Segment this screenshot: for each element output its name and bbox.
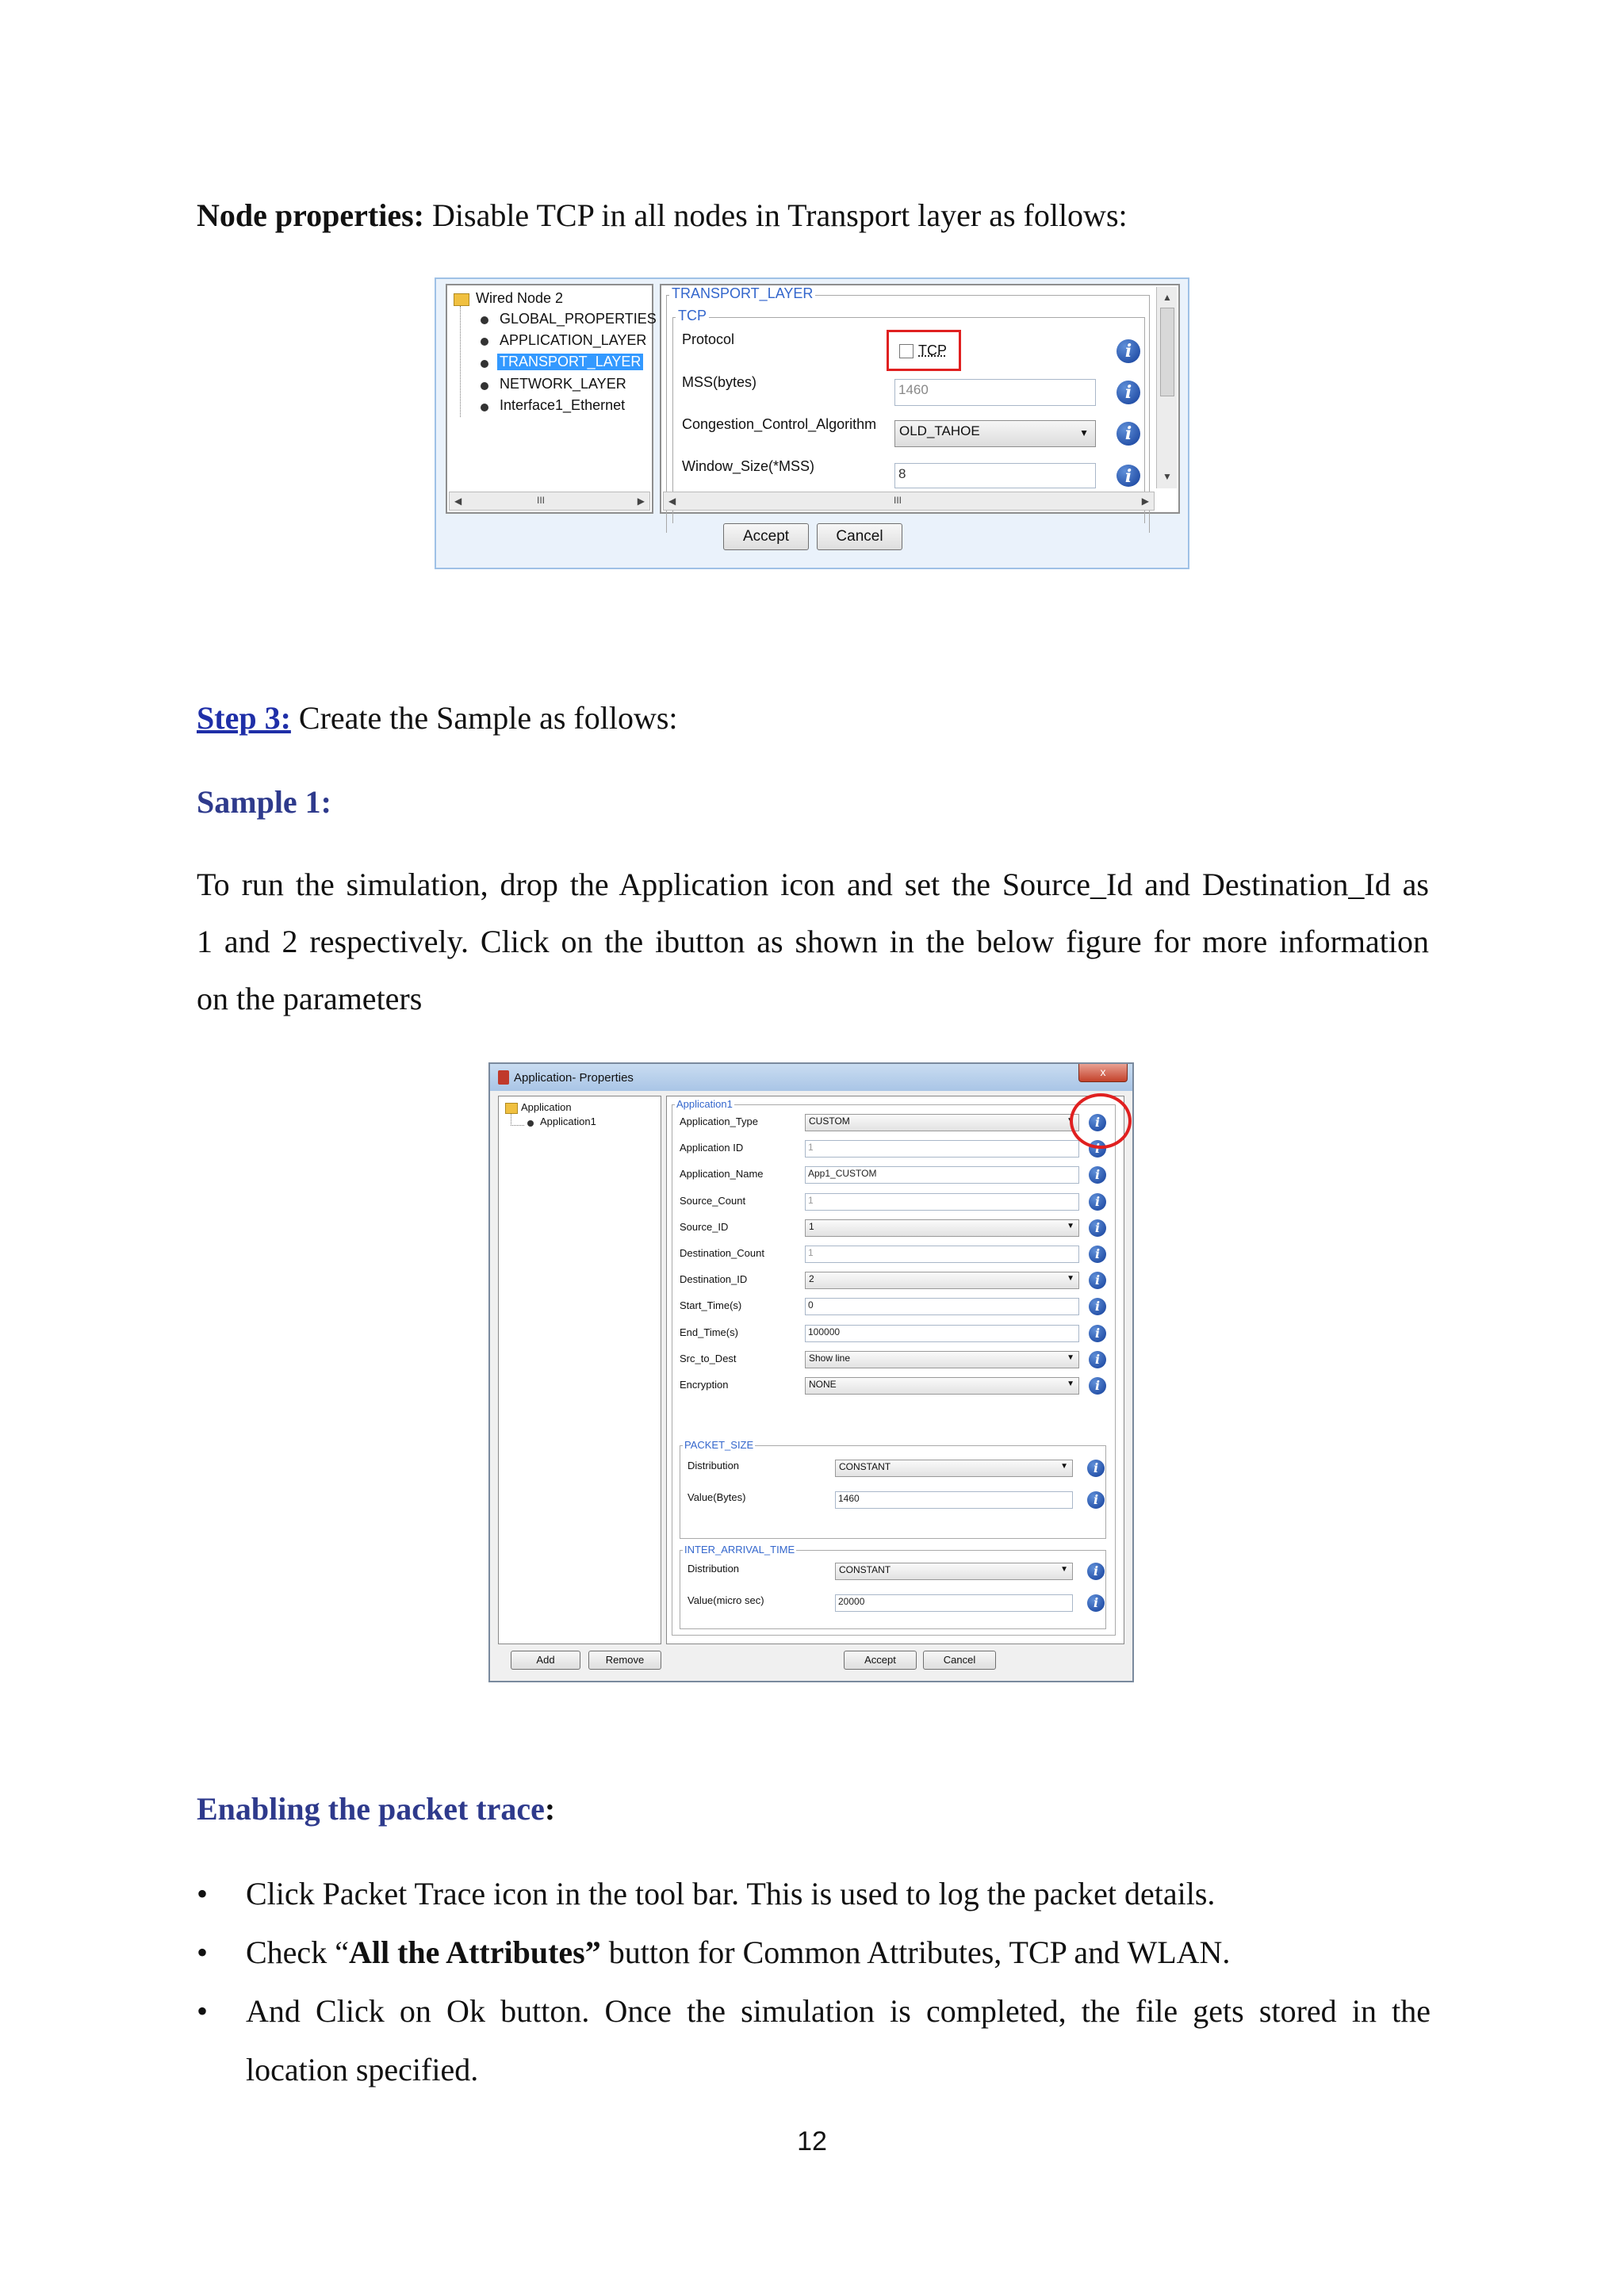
list-item xyxy=(197,1982,1431,2099)
sample1-heading: Sample 1: xyxy=(197,784,331,820)
packet-size-value-input[interactable]: 1460 xyxy=(835,1491,1073,1509)
bullet-text: Click Packet Trace icon in the tool bar. This is used to log the packet details. xyxy=(246,1876,1216,1911)
field-label: Application_Type xyxy=(680,1115,759,1127)
application-tree-panel xyxy=(498,1096,661,1644)
congestion-control-select[interactable] xyxy=(894,420,1096,447)
congestion-control-value: OLD_TAHOE xyxy=(899,423,980,438)
field-select[interactable] xyxy=(805,1219,1079,1237)
node-tree-panel xyxy=(446,284,657,514)
scroll-left-arrow[interactable]: ◀ xyxy=(454,496,462,507)
info-icon[interactable]: i xyxy=(1089,1193,1106,1211)
page-number: 12 xyxy=(797,2126,827,2156)
accept-button[interactable]: Accept xyxy=(844,1651,917,1670)
bullet-text-pre: Check “ xyxy=(246,1934,349,1970)
transport-layer-legend: TRANSPORT_LAYER xyxy=(669,285,815,302)
field-input[interactable]: 0 xyxy=(805,1298,1079,1315)
properties-horizontal-scrollbar[interactable] xyxy=(663,492,1155,511)
field-label: Src_to_Dest xyxy=(680,1353,737,1364)
cancel-button[interactable]: Cancel xyxy=(817,523,902,550)
application-properties-screenshot xyxy=(488,1062,1134,1682)
field-label: End_Time(s) xyxy=(680,1326,738,1338)
packet-trace-bullets xyxy=(197,1865,1431,2099)
field-select-value: NONE xyxy=(809,1379,837,1390)
packet-size-distribution-select[interactable] xyxy=(835,1460,1073,1477)
info-icon[interactable]: i xyxy=(1089,1246,1106,1263)
properties-panel xyxy=(660,284,1180,514)
paragraph-line: To run the simulation, drop the Application icon and set the Source_Id and Destination_Id as xyxy=(197,867,1429,902)
field-label: Start_Time(s) xyxy=(680,1299,742,1311)
bullet-text-bold: All the Attributes” xyxy=(348,1934,601,1970)
tree-root-label[interactable]: Application xyxy=(521,1101,572,1113)
scroll-thumb-grip[interactable]: III xyxy=(894,495,902,506)
field-select-value: 1 xyxy=(809,1221,814,1232)
info-icon[interactable]: i xyxy=(1087,1491,1105,1509)
field-label: Application_Name xyxy=(680,1168,764,1180)
scroll-left-arrow[interactable]: ◀ xyxy=(668,496,676,507)
info-icon[interactable]: i xyxy=(1087,1563,1105,1580)
mss-label: MSS(bytes) xyxy=(682,374,757,390)
tree-node-icon xyxy=(481,316,488,324)
step3-heading xyxy=(197,690,678,747)
field-input[interactable]: App1_CUSTOM xyxy=(805,1166,1079,1184)
step3-text: Create the Sample as follows: xyxy=(290,700,678,736)
window-size-input[interactable]: 8 xyxy=(894,463,1096,488)
field-input[interactable]: 1 xyxy=(805,1193,1079,1211)
tree-node-icon xyxy=(481,382,488,390)
inter-arrival-distribution-label: Distribution xyxy=(688,1563,740,1575)
chevron-down-icon: ▼ xyxy=(1067,1116,1074,1125)
scroll-down-arrow[interactable]: ▼ xyxy=(1162,471,1172,482)
inter-arrival-value-input[interactable]: 20000 xyxy=(835,1594,1073,1612)
packet-size-distribution-label: Distribution xyxy=(688,1460,740,1471)
field-input[interactable]: 1 xyxy=(805,1246,1079,1263)
step3-link[interactable]: Step 3: xyxy=(197,700,291,736)
field-select-value: CUSTOM xyxy=(809,1115,850,1127)
accept-button[interactable]: Accept xyxy=(723,523,809,550)
chevron-down-icon: ▼ xyxy=(1067,1222,1074,1230)
inter-arrival-distribution-value: CONSTANT xyxy=(839,1564,891,1575)
congestion-control-label: Congestion_Control_Algorithm xyxy=(682,416,877,432)
tcp-checkbox-label[interactable]: TCP xyxy=(918,342,947,358)
chevron-down-icon: ▼ xyxy=(1060,1462,1068,1471)
properties-vertical-scrollbar[interactable] xyxy=(1156,287,1177,488)
scroll-right-arrow[interactable]: ▶ xyxy=(1141,496,1149,507)
chevron-down-icon: ▼ xyxy=(1067,1353,1074,1362)
application1-legend: Application1 xyxy=(676,1098,733,1110)
scroll-thumb[interactable] xyxy=(1160,308,1174,396)
field-label: Destination_ID xyxy=(680,1273,748,1285)
info-icon[interactable]: i xyxy=(1089,1325,1106,1342)
tree-connector xyxy=(511,1114,524,1126)
scroll-thumb-grip[interactable]: III xyxy=(537,495,546,506)
close-button[interactable] xyxy=(1078,1064,1128,1082)
info-icon[interactable]: i xyxy=(1116,381,1140,404)
field-select-value: Show line xyxy=(809,1353,851,1364)
info-icon[interactable]: i xyxy=(1089,1377,1106,1395)
info-icon[interactable]: i xyxy=(1089,1351,1106,1368)
field-input[interactable]: 100000 xyxy=(805,1325,1079,1342)
chevron-down-icon: ▼ xyxy=(1079,427,1089,438)
folder-icon xyxy=(454,293,469,306)
chevron-down-icon: ▼ xyxy=(1067,1380,1074,1388)
node-properties-label: Node properties: xyxy=(197,197,424,233)
field-label: Application ID xyxy=(680,1142,744,1154)
bullet-glyph: • xyxy=(197,1934,209,1970)
add-button[interactable]: Add xyxy=(511,1651,580,1670)
tree-item-transport-layer[interactable]: TRANSPORT_LAYER xyxy=(497,354,643,370)
info-icon[interactable]: i xyxy=(1116,465,1140,487)
info-icon[interactable]: i xyxy=(1087,1460,1105,1477)
packet-trace-heading-colon: : xyxy=(544,1791,556,1827)
inter-arrival-legend: INTER_ARRIVAL_TIME xyxy=(684,1544,795,1556)
info-icon[interactable]: i xyxy=(1089,1166,1106,1184)
info-icon[interactable]: i xyxy=(1089,1272,1106,1289)
bullet-text: location specified. xyxy=(246,2052,479,2087)
tcp-legend: TCP xyxy=(676,308,709,324)
list-item xyxy=(197,1923,1431,1982)
field-label: Encryption xyxy=(680,1379,729,1391)
info-icon[interactable]: i xyxy=(1087,1594,1105,1612)
tree-node-icon xyxy=(481,404,488,411)
app-logo-icon xyxy=(498,1070,509,1085)
node-properties-text: Disable TCP in all nodes in Transport layer as follows: xyxy=(424,197,1128,233)
bullet-glyph: • xyxy=(197,1993,209,2029)
tree-item-global-properties[interactable]: GLOBAL_PROPERTIES xyxy=(500,311,657,327)
chevron-down-icon: ▼ xyxy=(1060,1565,1068,1574)
field-input[interactable]: 1 xyxy=(805,1140,1079,1158)
close-icon: x xyxy=(1100,1066,1106,1078)
packet-trace-heading xyxy=(197,1781,555,1838)
inter-arrival-distribution-select[interactable] xyxy=(835,1563,1073,1580)
field-label: Source_Count xyxy=(680,1195,746,1207)
packet-size-legend: PACKET_SIZE xyxy=(684,1439,754,1451)
mss-input[interactable]: 1460 xyxy=(894,379,1096,406)
tree-item-interface-ethernet[interactable]: Interface1_Ethernet xyxy=(500,397,626,413)
field-select[interactable] xyxy=(805,1272,1079,1289)
scroll-right-arrow[interactable]: ▶ xyxy=(637,496,645,507)
tree-node-icon xyxy=(481,338,488,346)
field-select-value: 2 xyxy=(809,1273,814,1284)
field-select[interactable] xyxy=(805,1377,1079,1395)
window-title: Application- Properties xyxy=(514,1071,634,1085)
tree-item-application-layer[interactable]: APPLICATION_LAYER xyxy=(500,332,647,348)
field-select[interactable] xyxy=(805,1351,1079,1368)
field-label: Destination_Count xyxy=(680,1247,764,1259)
tree-item-network-layer[interactable]: NETWORK_LAYER xyxy=(500,376,626,392)
protocol-label: Protocol xyxy=(682,331,735,347)
packet-size-distribution-value: CONSTANT xyxy=(839,1461,891,1472)
tree-connector xyxy=(460,306,461,417)
application-properties-panel xyxy=(666,1096,1124,1644)
bullet-text-post: button for Common Attributes, TCP and WLAN. xyxy=(600,1934,1231,1970)
info-icon[interactable]: i xyxy=(1116,422,1140,446)
info-icon[interactable]: i xyxy=(1089,1298,1106,1315)
tree-horizontal-scrollbar[interactable] xyxy=(449,492,650,511)
packet-size-value-label: Value(Bytes) xyxy=(688,1491,746,1503)
tree-node-icon xyxy=(481,360,488,368)
info-icon[interactable]: i xyxy=(1089,1114,1106,1131)
info-icon[interactable]: i xyxy=(1089,1219,1106,1237)
window-size-label: Window_Size(*MSS) xyxy=(682,458,815,474)
cancel-button[interactable]: Cancel xyxy=(923,1651,996,1670)
tree-item-application1[interactable]: Application1 xyxy=(540,1115,596,1127)
tree-root-label[interactable]: Wired Node 2 xyxy=(476,290,564,306)
tcp-checkbox[interactable] xyxy=(899,344,914,358)
scroll-up-arrow[interactable]: ▲ xyxy=(1162,292,1172,303)
inter-arrival-group xyxy=(680,1550,1106,1629)
paragraph-line: on the parameters xyxy=(197,981,423,1016)
inter-arrival-value-label: Value(micro sec) xyxy=(688,1594,764,1606)
instructions-paragraph xyxy=(197,856,1429,1027)
info-icon[interactable]: i xyxy=(1089,1140,1106,1158)
chevron-down-icon: ▼ xyxy=(1067,1274,1074,1283)
window-titlebar xyxy=(490,1064,1132,1091)
remove-button[interactable]: Remove xyxy=(588,1651,661,1670)
paragraph-line: 1 and 2 respectively. Click on the ibutton as shown in the below figure for more information xyxy=(197,924,1429,959)
node-properties-heading xyxy=(197,187,1128,244)
packet-trace-heading-text: Enabling the packet trace xyxy=(197,1791,545,1827)
field-select[interactable] xyxy=(805,1114,1079,1131)
info-highlight-circle xyxy=(1070,1093,1132,1149)
list-item xyxy=(197,1865,1431,1923)
bullet-text: And Click on Ok button. Once the simulation is completed, the file gets stored in the xyxy=(246,1993,1431,2029)
transport-layer-screenshot xyxy=(435,277,1189,569)
field-label: Source_ID xyxy=(680,1221,729,1233)
tree-node-icon xyxy=(527,1120,534,1127)
folder-icon xyxy=(505,1103,518,1114)
info-icon[interactable]: i xyxy=(1116,339,1140,363)
bullet-glyph: • xyxy=(197,1876,209,1911)
